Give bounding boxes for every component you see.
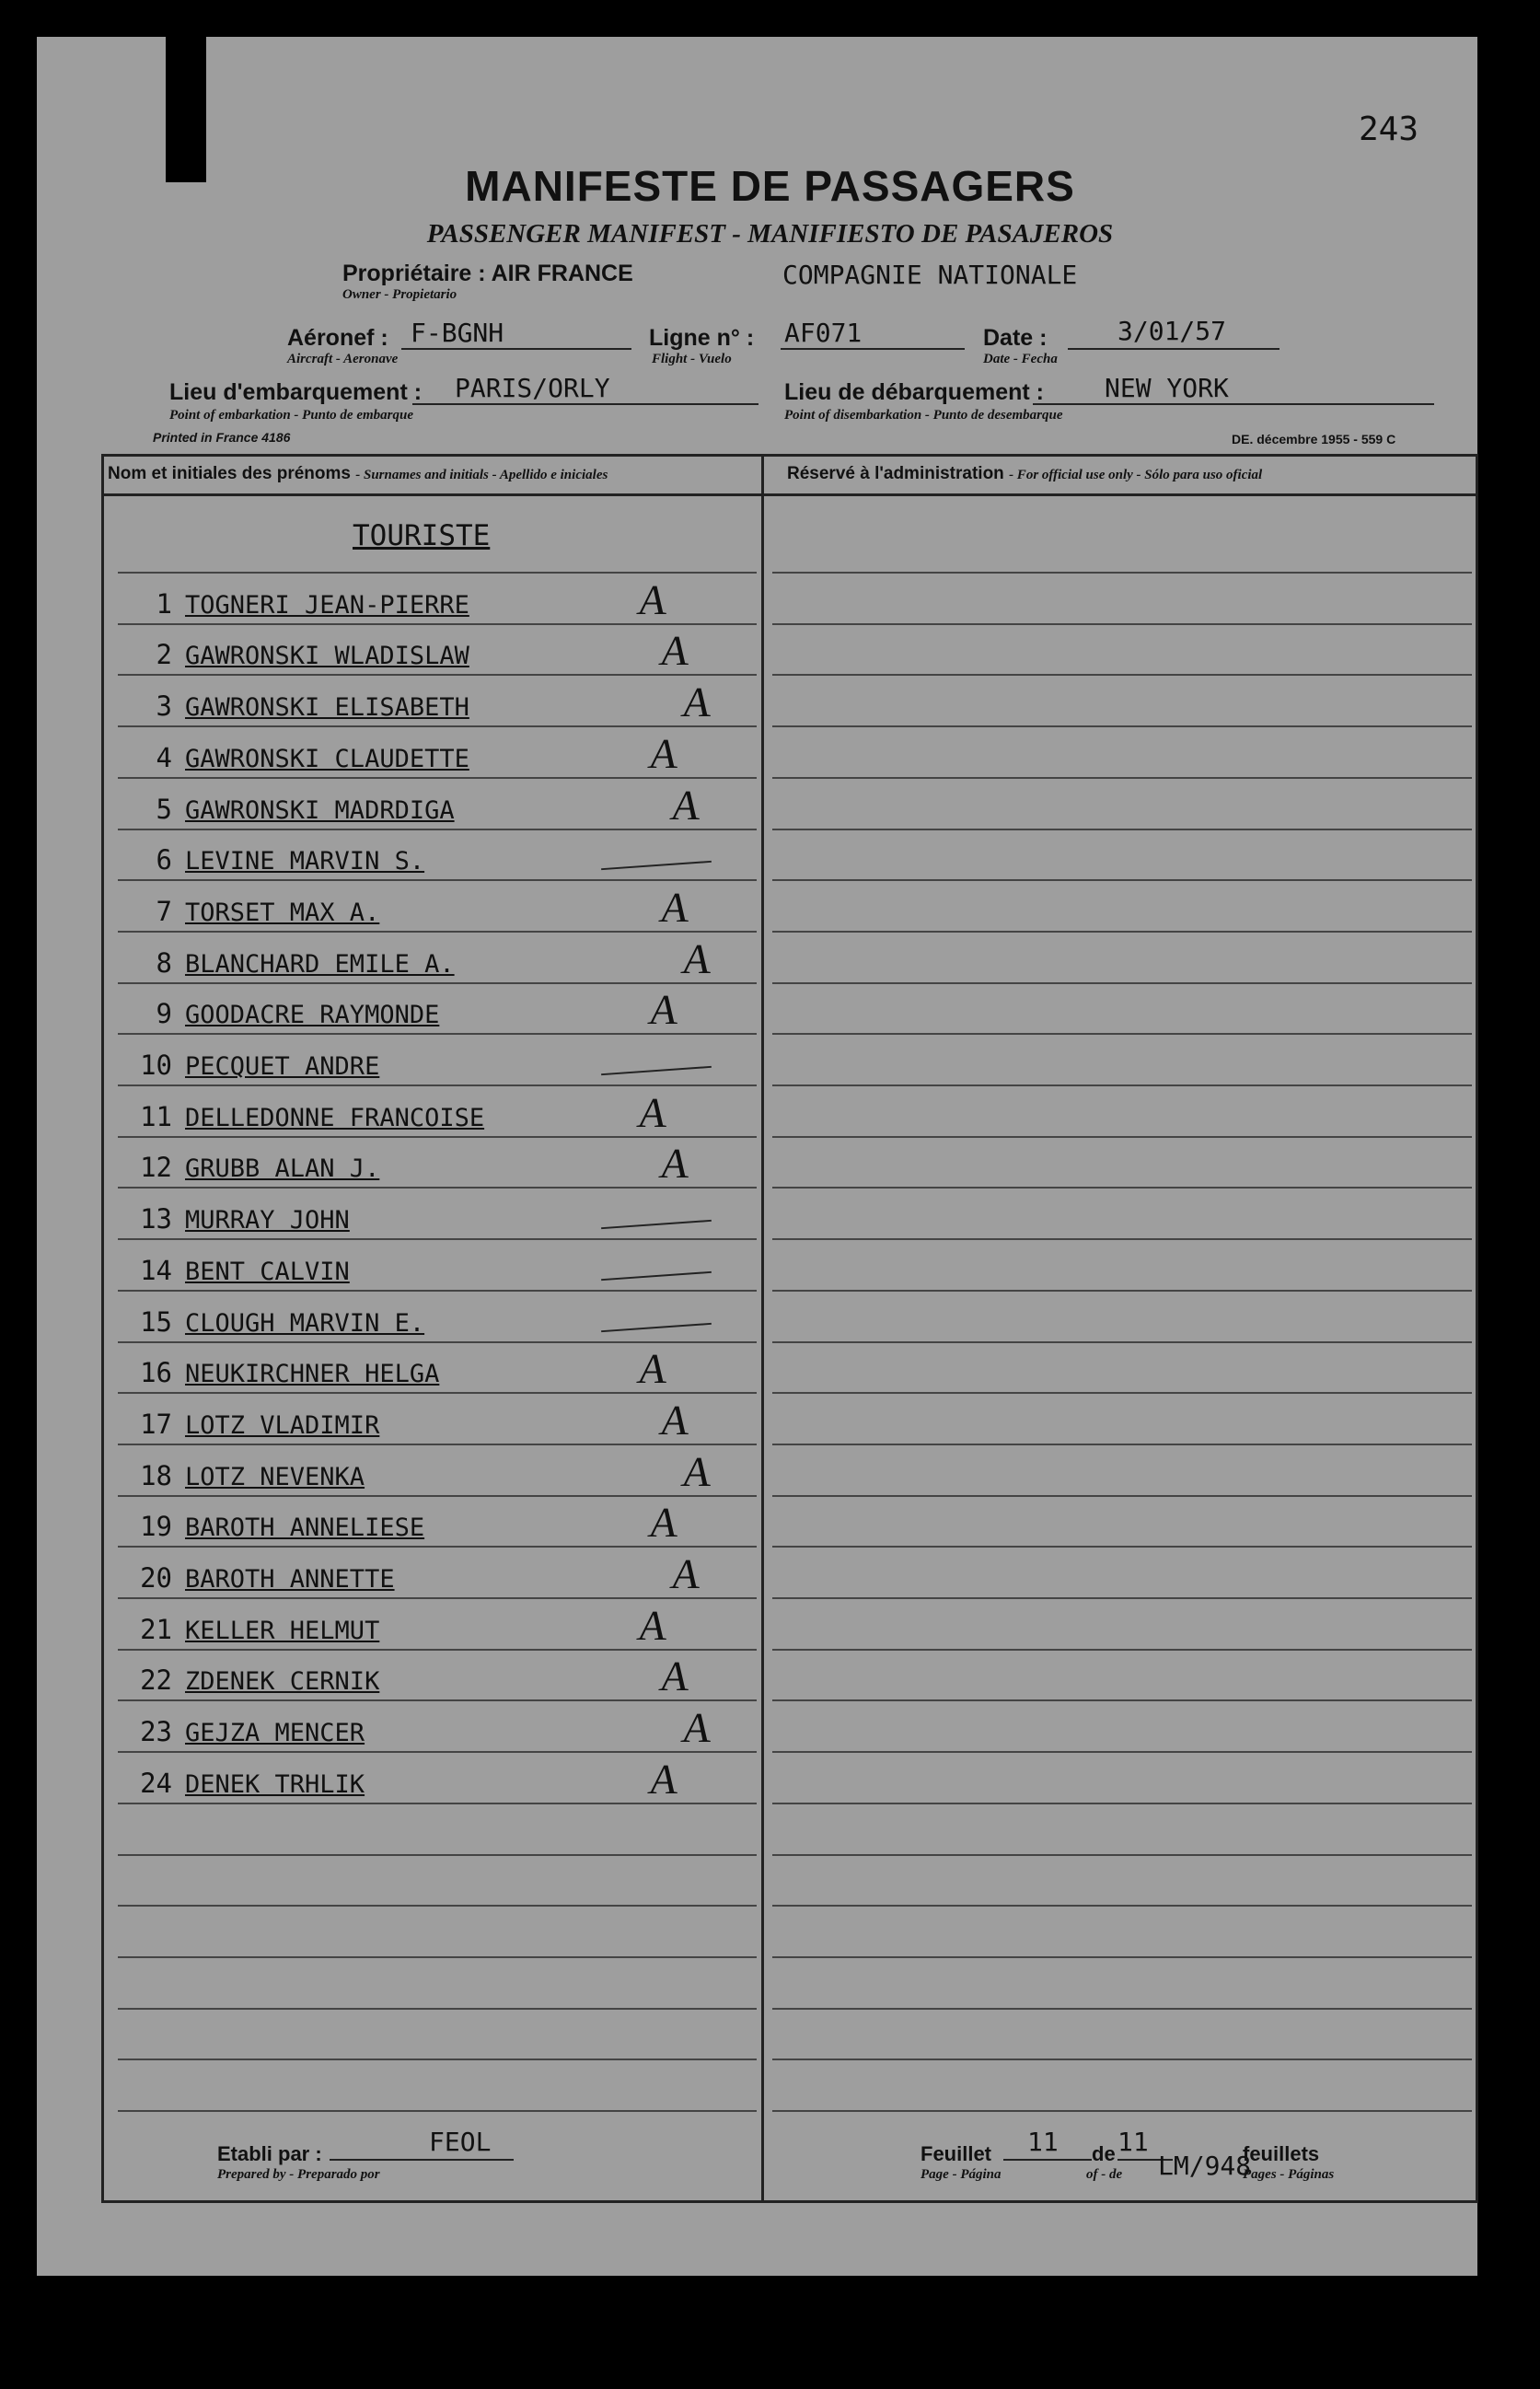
aircraft-sub: Aircraft - Aeronave: [287, 352, 399, 366]
col-header-admin: [787, 464, 1262, 484]
col-header-names-label: Nom et initiales des prénoms: [108, 464, 351, 483]
rule-line: [118, 1546, 757, 1548]
passenger-name: BAROTH ANNETTE: [185, 1565, 395, 1594]
handwritten-mark: A: [667, 782, 705, 829]
of-label: de: [1092, 2142, 1116, 2165]
passenger-name: BENT CALVIN: [185, 1258, 350, 1286]
table-row: [104, 1699, 758, 1751]
passenger-number: 5: [156, 794, 172, 825]
table-row: [104, 1084, 758, 1136]
rule-line: [772, 1084, 1472, 1086]
rule-line: [118, 674, 757, 676]
passenger-number: 14: [140, 1255, 172, 1286]
passenger-number: 19: [140, 1511, 172, 1542]
table-row: [104, 1494, 758, 1546]
handwritten-mark: A: [678, 935, 716, 982]
of-value: 11: [1117, 2127, 1149, 2157]
table-row: [104, 622, 758, 674]
rule-line: [118, 572, 757, 574]
rule-line: [772, 1495, 1472, 1497]
handwritten-mark: A: [656, 1397, 694, 1444]
rule-line: [118, 1854, 757, 1856]
passenger-name: GRUBB ALAN J.: [185, 1154, 380, 1183]
table-row: [104, 1751, 758, 1803]
rule-line: [118, 2110, 757, 2112]
table-row: [104, 931, 758, 982]
table-row: [104, 1392, 758, 1444]
rule-line: [118, 1699, 757, 1701]
passenger-number: 15: [140, 1306, 172, 1338]
passenger-name: GAWRONSKI WLADISLAW: [185, 642, 469, 670]
rule-line: [118, 1803, 757, 1804]
rule-line: [118, 879, 757, 881]
disembark-value: NEW YORK: [1105, 373, 1229, 403]
rule-line: [772, 1597, 1472, 1599]
rule-line: [118, 1084, 757, 1086]
passenger-number: 20: [140, 1562, 172, 1594]
passenger-name: TORSET MAX A.: [185, 899, 380, 927]
rule-line: [772, 1905, 1472, 1907]
flight-label: Ligne n° :: [649, 325, 755, 351]
handwritten-dash: [601, 1323, 712, 1332]
handwritten-dash: [601, 861, 712, 870]
table-row: [104, 1597, 758, 1649]
rule-line: [772, 725, 1472, 727]
passenger-name: GEJZA MENCER: [185, 1719, 365, 1747]
rule-line: [118, 623, 757, 625]
date-value: 3/01/57: [1117, 316, 1227, 346]
rule-line: [772, 1649, 1472, 1651]
rule-line: [118, 2058, 757, 2060]
passenger-name: GAWRONSKI CLAUDETTE: [185, 745, 469, 773]
rule-line: [118, 1033, 757, 1035]
handwritten-mark: A: [634, 1602, 672, 1649]
rule-line: [772, 2058, 1472, 2060]
handwritten-dash: [601, 1066, 712, 1075]
table-row: [104, 725, 758, 777]
passenger-number: 9: [156, 998, 172, 1029]
rule-line: [772, 2110, 1472, 2112]
rule-line: [772, 1136, 1472, 1138]
rule-line: [118, 1136, 757, 1138]
rule-line: [772, 1444, 1472, 1445]
page-number: 243: [1359, 110, 1419, 148]
aircraft-value: F-BGNH: [411, 318, 504, 348]
embark-label: Lieu d'embarquement :: [169, 379, 423, 405]
sheet-sub: Page - Página: [921, 2167, 1002, 2182]
passenger-name: NEUKIRCHNER HELGA: [185, 1360, 440, 1388]
passenger-name: MURRAY JOHN: [185, 1206, 350, 1235]
prepared-value: FEOL: [429, 2127, 492, 2157]
passenger-name: LOTZ VLADIMIR: [185, 1411, 380, 1440]
handwritten-mark: A: [634, 576, 672, 623]
handwritten-mark: A: [678, 678, 716, 725]
col-header-names: [108, 464, 608, 484]
embark-value: PARIS/ORLY: [455, 373, 610, 403]
table-row: [104, 981, 758, 1033]
page-title: MANIFESTE DE PASSAGERS: [465, 162, 1075, 210]
of-sub: of - de: [1086, 2167, 1123, 2182]
page-subtitle: PASSENGER MANIFEST - MANIFIESTO DE PASAJEROS: [426, 219, 1114, 249]
table-row: [104, 1340, 758, 1392]
rule-line: [772, 1238, 1472, 1240]
passenger-name: PECQUET ANDRE: [185, 1052, 380, 1081]
rule-line: [772, 1546, 1472, 1548]
passenger-number: 13: [140, 1203, 172, 1235]
table-row: [104, 674, 758, 725]
handwritten-mark: A: [678, 1704, 716, 1751]
passenger-number: 6: [156, 844, 172, 876]
sheets-sub: Pages - Páginas: [1243, 2167, 1335, 2182]
handwritten-mark: A: [656, 1653, 694, 1699]
passenger-number: 7: [156, 896, 172, 927]
rule-line: [118, 1905, 757, 1907]
handwritten-mark: A: [645, 1756, 683, 1803]
rule-line: [118, 1187, 757, 1189]
rule-line: [772, 1699, 1472, 1701]
table-row: [104, 1033, 758, 1084]
table-row: [104, 1238, 758, 1290]
embark-sub: Point of embarkation - Punto de embarque: [169, 408, 414, 423]
embark-underline: [412, 403, 758, 405]
table-row: [104, 828, 758, 879]
passenger-name: ZDENEK CERNIK: [185, 1667, 380, 1696]
passenger-number: 3: [156, 690, 172, 722]
col-header-names-sub: - Surnames and initials - Apellido e iniciales: [355, 468, 608, 482]
rule-line: [118, 829, 757, 830]
rule-line: [772, 1187, 1472, 1189]
passenger-name: DENEK TRHLIK: [185, 1770, 365, 1799]
handwritten-mark: A: [645, 730, 683, 777]
owner-label: Propriétaire : AIR FRANCE: [342, 261, 633, 286]
date-underline: [1068, 348, 1279, 350]
rule-line: [772, 1854, 1472, 1856]
passenger-number: 17: [140, 1409, 172, 1440]
rule-line: [118, 1751, 757, 1753]
reference-value: LM/948: [1158, 2151, 1252, 2181]
class-section-title: TOURISTE: [353, 519, 491, 552]
owner-sub: Owner - Propietario: [342, 287, 457, 302]
col-header-admin-sub: - For official use only - Sólo para uso oficial: [1009, 468, 1263, 482]
table-row: [104, 572, 758, 623]
passenger-name: LOTZ NEVENKA: [185, 1463, 365, 1491]
passenger-number: 11: [140, 1101, 172, 1132]
sheet-value: 11: [1027, 2127, 1059, 2157]
rule-line: [118, 1238, 757, 1240]
rule-line: [118, 982, 757, 984]
passenger-number: 4: [156, 742, 172, 773]
table-row: [104, 879, 758, 931]
rule-line: [118, 2008, 757, 2010]
aircraft-underline: [401, 348, 631, 350]
passenger-number: 8: [156, 947, 172, 979]
passenger-number: 23: [140, 1716, 172, 1747]
date-sub: Date - Fecha: [983, 352, 1058, 366]
table-row: [104, 1187, 758, 1238]
passenger-number: 16: [140, 1357, 172, 1388]
passenger-name: BAROTH ANNELIESE: [185, 1513, 425, 1542]
flight-sub: Flight - Vuelo: [652, 352, 732, 366]
passenger-name: LEVINE MARVIN S.: [185, 847, 425, 876]
table-row: [104, 777, 758, 829]
rule-line: [118, 1956, 757, 1958]
rule-line: [772, 572, 1472, 574]
table-row: [104, 1546, 758, 1597]
aircraft-label: Aéronef :: [287, 325, 388, 351]
flight-value: AF071: [784, 318, 863, 348]
rule-line: [772, 1033, 1472, 1035]
prepared-underline: [330, 2159, 514, 2161]
sheet-label: Feuillet: [921, 2142, 992, 2165]
handwritten-dash: [601, 1271, 712, 1281]
table-row: [104, 1290, 758, 1341]
rule-line: [772, 1290, 1472, 1292]
passenger-name: DELLEDONNE FRANCOISE: [185, 1104, 485, 1132]
rule-line: [772, 1392, 1472, 1394]
handwritten-mark: A: [678, 1448, 716, 1495]
flight-underline: [781, 348, 965, 350]
rule-line: [118, 1444, 757, 1445]
handwritten-mark: A: [656, 884, 694, 931]
disembark-sub: Point of disembarkation - Punto de desembarque: [784, 408, 1063, 423]
passenger-name: GAWRONSKI ELISABETH: [185, 693, 469, 722]
disembark-label: Lieu de débarquement :: [784, 379, 1044, 405]
passenger-name: BLANCHARD EMILE A.: [185, 950, 455, 979]
binder-tab: [166, 26, 206, 182]
rule-line: [118, 1597, 757, 1599]
table-row: [104, 1444, 758, 1495]
passenger-number: 12: [140, 1152, 172, 1183]
handwritten-dash: [601, 1220, 712, 1229]
rule-line: [118, 777, 757, 779]
rule-line: [772, 879, 1472, 881]
passenger-number: 21: [140, 1614, 172, 1645]
rule-line: [772, 1751, 1472, 1753]
rule-line: [772, 1341, 1472, 1343]
owner-value: COMPAGNIE NATIONALE: [782, 260, 1078, 290]
handwritten-mark: A: [645, 1499, 683, 1546]
handwritten-mark: A: [656, 627, 694, 674]
handwritten-mark: A: [656, 1140, 694, 1187]
rule-line: [772, 777, 1472, 779]
handwritten-mark: A: [634, 1345, 672, 1392]
passenger-number: 18: [140, 1460, 172, 1491]
passenger-name: GAWRONSKI MADRDIGA: [185, 796, 455, 825]
rule-line: [772, 1956, 1472, 1958]
rule-line: [772, 674, 1472, 676]
rule-line: [118, 1341, 757, 1343]
col-header-admin-label: Réservé à l'administration: [787, 464, 1004, 483]
rule-line: [118, 1392, 757, 1394]
disembark-underline: [1033, 403, 1434, 405]
passenger-number: 24: [140, 1768, 172, 1799]
prepared-sub: Prepared by - Preparado por: [217, 2167, 380, 2182]
prepared-label: Etabli par :: [217, 2142, 322, 2165]
passenger-table: [101, 454, 1478, 2203]
passenger-number: 10: [140, 1050, 172, 1081]
rule-line: [118, 1649, 757, 1651]
rule-line: [772, 623, 1472, 625]
rule-line: [118, 1495, 757, 1497]
handwritten-mark: A: [634, 1089, 672, 1136]
rule-line: [772, 1803, 1472, 1804]
passenger-name: GOODACRE RAYMONDE: [185, 1001, 440, 1029]
handwritten-mark: A: [645, 986, 683, 1033]
date-label: Date :: [983, 325, 1048, 351]
passenger-number: 1: [156, 588, 172, 620]
header-rule: [104, 493, 1476, 496]
handwritten-mark: A: [667, 1550, 705, 1597]
printed-note: Printed in France 4186: [153, 430, 291, 445]
form-code: DE. décembre 1955 - 559 C: [1232, 432, 1396, 446]
rule-line: [772, 931, 1472, 933]
passenger-name: CLOUGH MARVIN E.: [185, 1309, 425, 1338]
passenger-name: KELLER HELMUT: [185, 1617, 380, 1645]
rule-line: [118, 931, 757, 933]
sheets-label: feuillets: [1243, 2142, 1320, 2165]
passenger-number: 22: [140, 1664, 172, 1696]
sheet-underline: [1003, 2159, 1092, 2161]
rule-line: [772, 2008, 1472, 2010]
table-row: [104, 1135, 758, 1187]
rule-line: [772, 829, 1472, 830]
table-row: [104, 1648, 758, 1699]
passenger-number: 2: [156, 639, 172, 670]
column-divider: [761, 457, 764, 2200]
rule-line: [118, 725, 757, 727]
passenger-name: TOGNERI JEAN-PIERRE: [185, 591, 469, 620]
rule-line: [118, 1290, 757, 1292]
rule-line: [772, 982, 1472, 984]
